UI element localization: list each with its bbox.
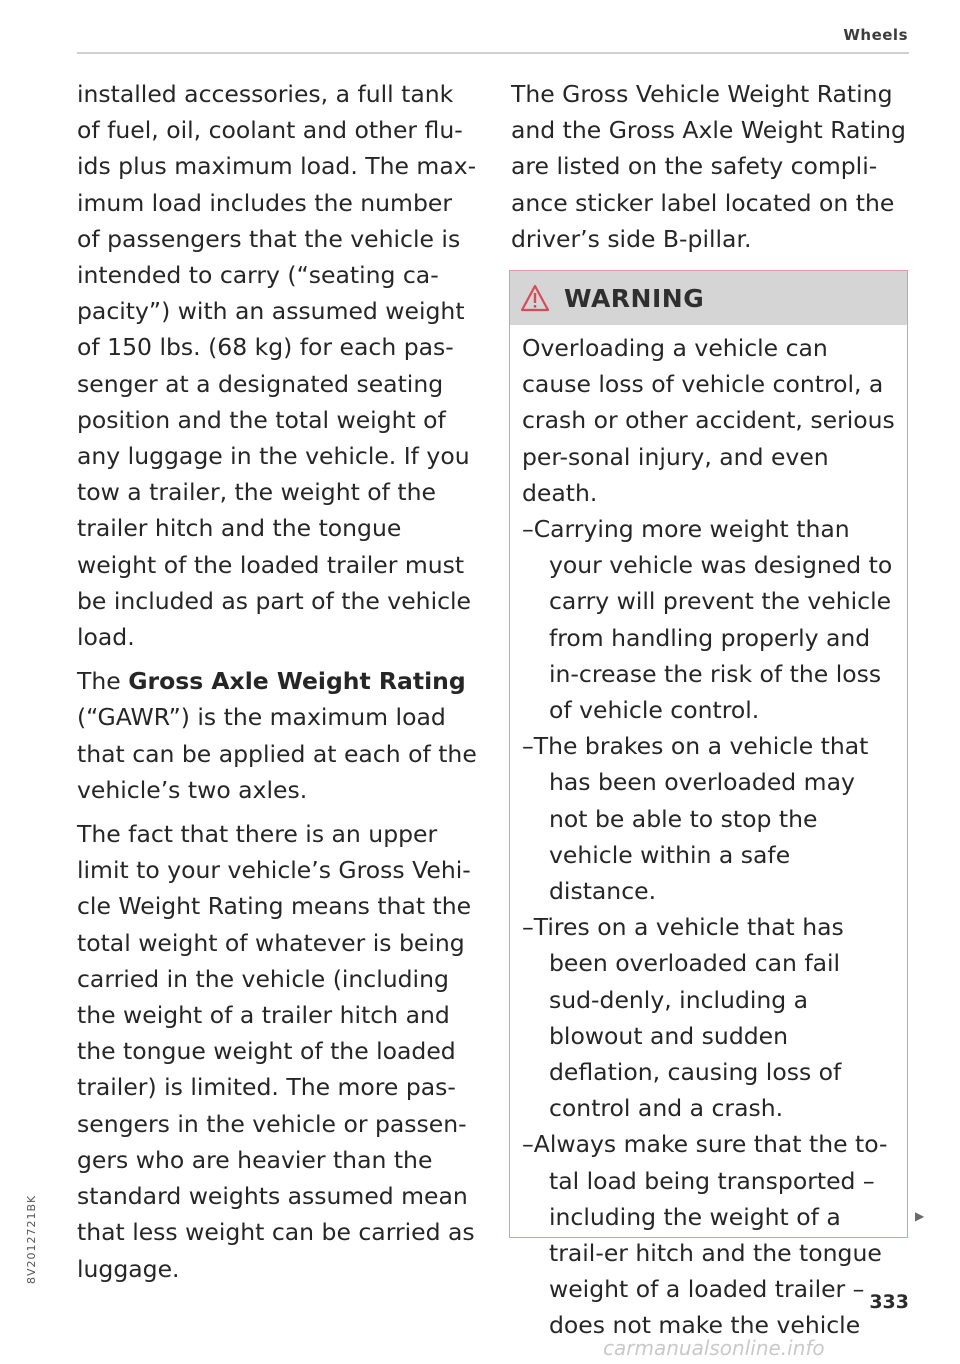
left-paragraph-1: installed accessories, a full tank of fuel, oil, coolant and other flu-ids plus maximum load. The max-imum load includes the number of passengers that the vehicle is intended to carry (“seating ca-pacity”) with an assumed weight of 150 lbs. (68 kg) for each pas-senger at a designated seating position and the total weight of any luggage in the vehicle. If you tow a trailer, the weight of the trailer hitch and the tongue weight of the loaded trailer must be included as part of the vehicle load. xyxy=(77,80,477,652)
warning-header xyxy=(510,271,907,325)
warning-item: –Carrying more weight than your vehicle was designed to carry will prevent the vehicle from handling properly and in-crease the risk of the loss of vehicle control. xyxy=(522,515,893,725)
section-title: Wheels xyxy=(843,26,908,44)
document-code: 8V2012721BK xyxy=(25,1194,38,1284)
warning-title: WARNING xyxy=(564,283,705,313)
warning-item: –Tires on a vehicle that has been overloaded can fail sud-denly, including a blowout and sudden deflation, causing loss of control and a crash. xyxy=(522,913,844,1123)
right-column xyxy=(511,76,911,265)
page-number: 333 xyxy=(869,1291,909,1313)
warning-intro: Overloading a vehicle can cause loss of vehicle control, a crash or other accident, serious per-sonal injury, and even death. xyxy=(522,334,895,507)
gawr-prefix: The xyxy=(77,667,129,696)
warning-body xyxy=(510,325,907,1344)
right-paragraph-1: The Gross Vehicle Weight Rating and the Gross Axle Weight Rating are listed on the safety compli-ance sticker label located on the driver’s side B-pillar. xyxy=(511,80,906,253)
continue-arrow-icon: ▶ xyxy=(915,1209,925,1223)
left-paragraph-2 xyxy=(77,663,477,808)
watermark: carmanualsonline.info xyxy=(603,1336,825,1360)
left-column xyxy=(77,76,477,1295)
left-paragraph-3: The fact that there is an upper limit to your vehicle’s Gross Vehi-cle Weight Rating means that the total weight of whatever is being carried in the vehicle (including the weight of a trailer hitch and the tongue weight of the loaded trailer) is limited. The more pas-sengers in the vehicle or passen-gers who are heavier than the standard weights assumed mean that less weight can be carried as luggage. xyxy=(77,820,475,1283)
gawr-definition: (“GAWR”) is the maximum load that can be applied at each of the vehicle’s two axles. xyxy=(77,703,477,804)
header-rule xyxy=(77,52,909,54)
gawr-term: Gross Axle Weight Rating xyxy=(128,667,466,696)
warning-item: –Always make sure that the to-tal load being transported – including the weight of a trail-er hitch and the tongue weight of a loaded trailer – does not make the vehicle xyxy=(522,1130,888,1340)
warning-triangle-icon xyxy=(520,284,550,312)
warning-item: –The brakes on a vehicle that has been overloaded may not be able to stop the vehicle within a safe distance. xyxy=(522,732,869,906)
